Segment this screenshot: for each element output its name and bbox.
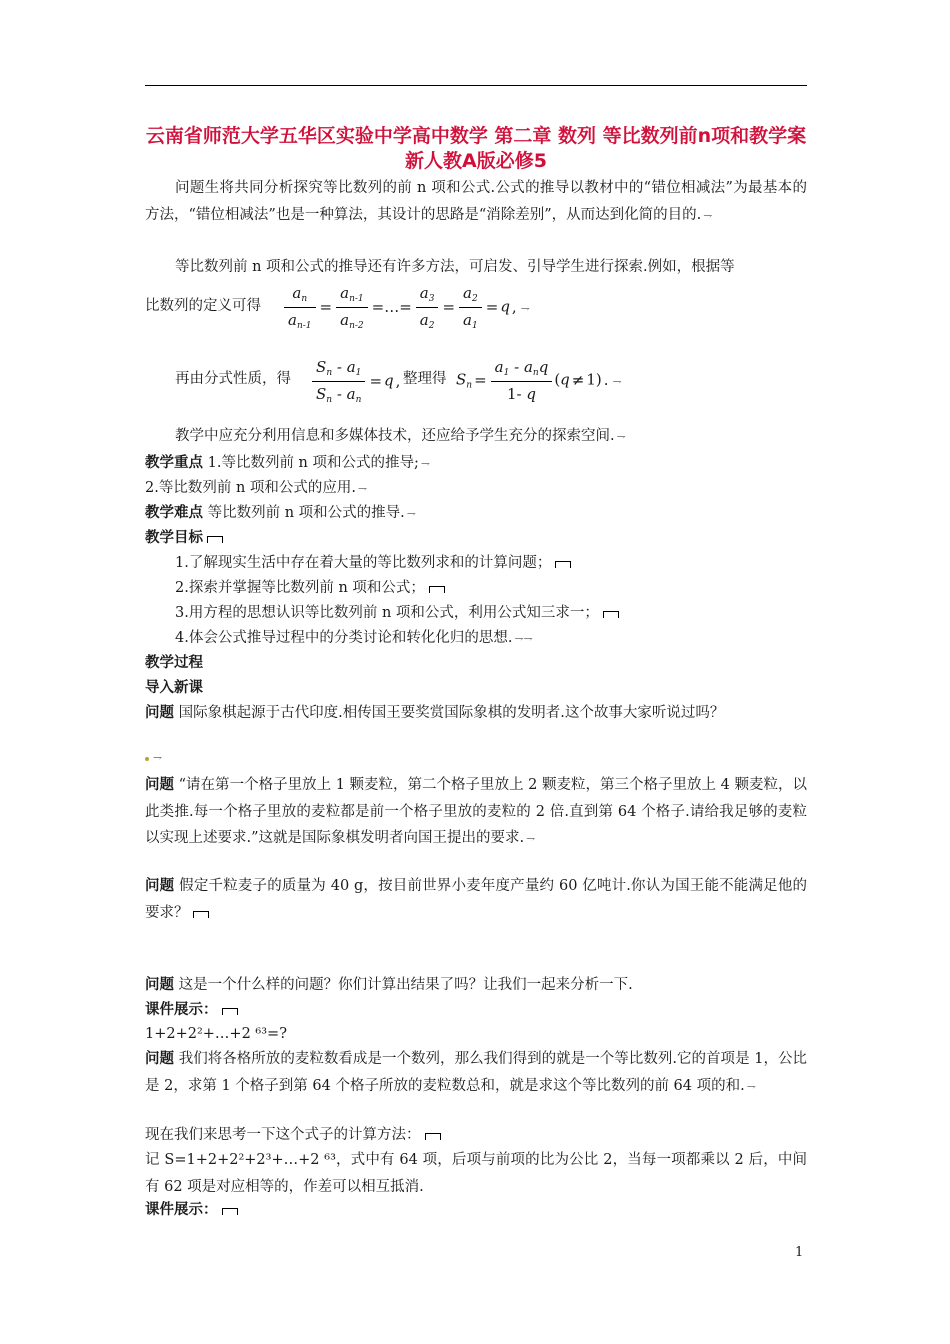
media-paragraph: 教学中应充分利用信息和多媒体技术，还应给予学生充分的探索空间. ⇁ bbox=[175, 428, 626, 444]
courseware-heading: 课件展示： bbox=[145, 997, 238, 1024]
definition-lead: 比数列的定义可得 bbox=[145, 298, 261, 314]
intro-paragraph-1: 问题生将共同分析探究等比数列的前 n 项和公式.公式的推导以教材中的“错位相减法”为最基本的方法，“错位相减法”也是一种算法，其设计的思路是“消除差别”，从而达到化简的目的. ⇁ bbox=[145, 180, 807, 223]
goals-heading: 教学目标 bbox=[145, 525, 223, 552]
page-title: 云南省师范大学五华区实验中学高中数学 第二章 数列 等比数列前n项和教学案 新人教A版必修5 bbox=[145, 125, 807, 172]
goal-item: 2.探索并掌握等比数列前 n 项和公式； bbox=[175, 575, 445, 602]
property-formula: $\frac{S_n - a_1}{S_n - a_n}$ = q , bbox=[310, 358, 402, 405]
courseware-heading-2: 课件展示： bbox=[145, 1197, 238, 1224]
ratio-formula: $\frac{a_n}{a_{n-1}}$ = $\frac{a_{n-1}}{a_{n-2}}$ =…= $\frac{a_3}{a_2}$ = $\frac{a_2}{a_1}$ = q , ⇁ bbox=[282, 284, 530, 331]
question-2: 问题 “请在第一个格子里放上 1 颗麦粒，第二个格子里放上 2 颗麦粒，第三个格子里放上 4 颗麦粒，以此类推.每一个格子里放的麦粒都是前一个格子里放的麦粒的 2 倍.直到第 64 个格子.请给我足够的麦粒以实现上述要求.”这就是国际象棋发明者向国王提出的要求. ⇁ bbox=[145, 777, 808, 846]
sum-expression: 1+2+2²+…+2 ⁶³=? bbox=[145, 1026, 287, 1042]
question-1: 问题 国际象棋起源于古代印度.相传国王要奖赏国际象棋的发明者.这个故事大家听说过吗？ bbox=[145, 705, 725, 721]
difficulty-line: 教学难点 等比数列前 n 项和公式的推导. ⇁ bbox=[145, 505, 416, 521]
goal-item: 3.用方程的思想认识等比数列前 n 项和公式，利用公式知三求一； bbox=[175, 600, 619, 627]
intro-paragraph-2: 等比数列前 n 项和公式的推导还有许多方法，可启发、引导学生进行探索.例如，根据等 bbox=[175, 259, 735, 275]
process-heading: 教学过程 bbox=[145, 655, 203, 671]
goal-item: 4.体会公式推导过程中的分类讨论和转化化归的思想. ⇁⇁ bbox=[175, 630, 533, 646]
sum-formula: $S_n$ = $\frac{a_1 - a_nq}{1- q}$ (q ≠ 1) . ⇁ bbox=[456, 358, 622, 403]
question-5: 问题 我们将各格所放的麦粒数看成是一个数列，那么我们得到的就是一个等比数列.它的首项是 1，公比是 2，求第 1 个格子到第 64 个格子所放的麦粒数总和，就是求这个等比数列的前 64 项的和. ⇁ bbox=[145, 1051, 808, 1094]
page-number: 1 bbox=[795, 1245, 804, 1260]
question-3: 问题 假定千粒麦子的质量为 40 g，按目前世界小麦年度产量约 60 亿吨计.你认为国王能不能满足他的要求？ bbox=[145, 878, 808, 921]
goal-item: 1.了解现实生活中存在着大量的等比数列求和的计算问题； bbox=[175, 550, 571, 577]
question-4: 问题 这是一个什么样的问题？你们计算出结果了吗？让我们一起来分析一下. bbox=[145, 977, 633, 993]
question-1-mark: ⇁ bbox=[145, 744, 162, 772]
key-point-2: 2.等比数列前 n 项和公式的应用. ⇁ bbox=[145, 480, 368, 496]
think-line: 现在我们来思考一下这个式子的计算方法： bbox=[145, 1122, 441, 1149]
arrange-lead: 整理得 bbox=[403, 371, 447, 387]
property-lead: 再由分式性质，得 bbox=[175, 371, 291, 387]
header-rule bbox=[145, 85, 807, 86]
new-lesson-heading: 导入新课 bbox=[145, 680, 203, 696]
key-points-line: 教学重点 1.等比数列前 n 项和公式的推导; ⇁ bbox=[145, 455, 431, 471]
record-paragraph: 记 S=1+2+2²+2³+…+2 ⁶³，式中有 64 项，后项与前项的比为公比 2，当每一项都乘以 2 后，中间有 62 项是对应相等的，作差可以相互抵消. bbox=[145, 1152, 807, 1195]
